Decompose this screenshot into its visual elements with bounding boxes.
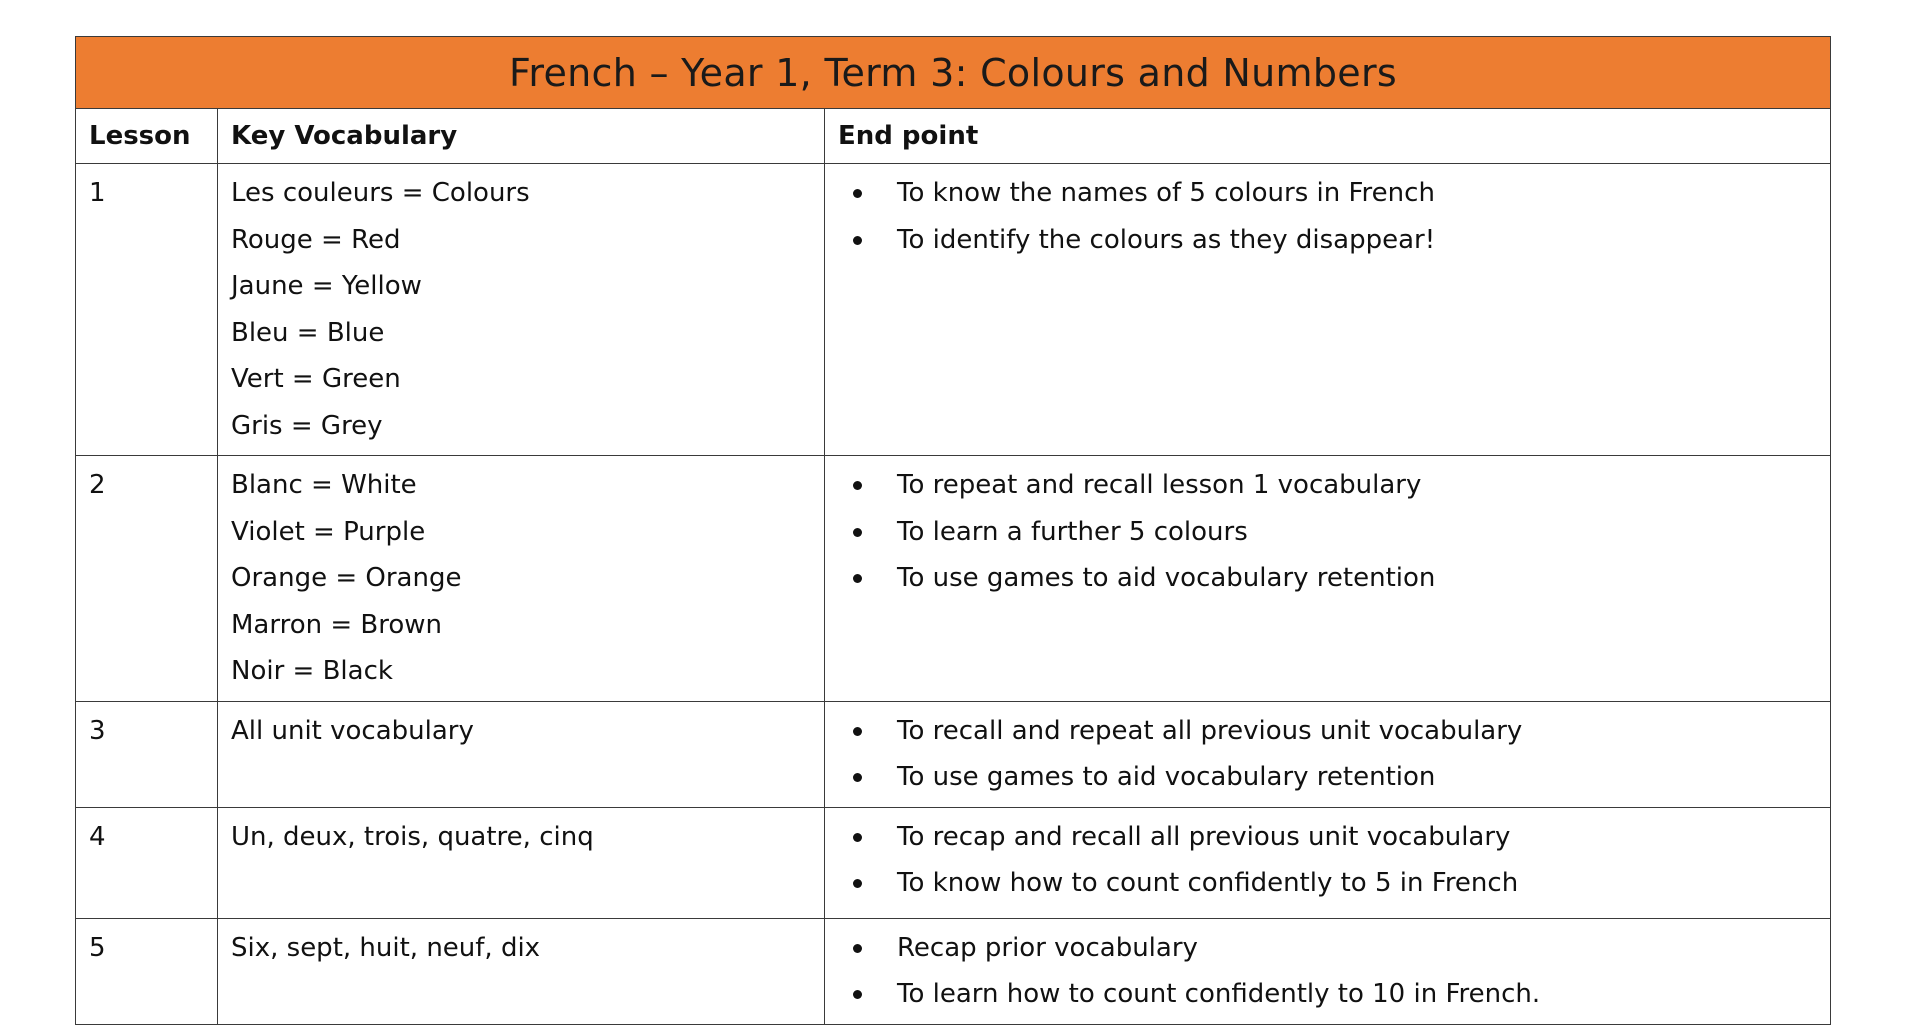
vocabulary-item: Six, sept, huit, neuf, dix [231,932,541,963]
vocabulary-cell [218,701,825,807]
lesson-number: 1 [76,164,218,456]
vocabulary-item: Noir = Black [231,656,393,686]
end-point-item [825,176,1830,223]
vocabulary-item: Jaune = Yellow [231,271,422,301]
end-point-item [825,561,1830,608]
end-point-item [825,468,1830,515]
bullet-icon [853,727,862,736]
table-row [76,807,1831,918]
vocabulary-cell [218,918,825,1024]
bullet-icon [853,189,862,198]
end-point-cell [825,701,1831,807]
end-point-item [825,820,1830,867]
bullet-icon [853,574,862,583]
vocabulary-cell [218,164,825,456]
end-point-text: Recap prior vocabulary [897,932,1198,963]
end-point-item [825,931,1830,978]
end-point-text: To use games to aid vocabulary retention [897,762,1436,792]
table-row [76,164,1831,456]
document-title: French – Year 1, Term 3: Colours and Numbers [76,37,1831,109]
table-row [76,701,1831,807]
bullet-icon [853,236,862,245]
end-point-cell [825,164,1831,456]
vocabulary-item: Orange = Orange [231,563,462,593]
lesson-number: 2 [76,456,218,702]
end-point-text: To know how to count confidently to 5 in French [897,868,1519,898]
lesson-number: 4 [76,807,218,918]
end-point-cell [825,918,1831,1024]
column-header-key-vocabulary: Key Vocabulary [218,109,825,164]
end-point-text: To use games to aid vocabulary retention [897,563,1436,593]
vocabulary-item: Marron = Brown [231,609,443,640]
bullet-icon [853,481,862,490]
end-point-cell [825,807,1831,918]
end-point-item [825,223,1830,270]
column-header-end-point: End point [825,109,1831,164]
end-point-text: To know the names of 5 colours in French [897,178,1435,208]
vocabulary-item: Blanc = White [231,470,417,500]
lesson-number: 5 [76,918,218,1024]
bullet-icon [853,944,862,953]
vocabulary-item: Gris = Grey [231,410,383,441]
bullet-icon [853,990,862,999]
vocabulary-item: Les couleurs = Colours [231,178,530,208]
end-point-text: To identify the colours as they disappear! [897,224,1436,255]
column-header-lesson: Lesson [76,109,218,164]
end-point-item [825,714,1830,761]
end-point-text: To learn how to count confidently to 10 in French. [897,979,1541,1009]
bullet-icon [853,773,862,782]
vocabulary-item: All unit vocabulary [231,715,474,746]
vocabulary-item: Un, deux, trois, quatre, cinq [231,821,594,852]
end-point-text: To learn a further 5 colours [897,516,1248,547]
bullet-icon [853,528,862,537]
lesson-number: 3 [76,701,218,807]
end-point-item [825,515,1830,562]
vocabulary-cell [218,807,825,918]
vocabulary-cell [218,456,825,702]
header-row [76,109,1831,164]
end-point-item [825,977,1830,1024]
lesson-plan-table [75,36,1831,1025]
end-point-cell [825,456,1831,702]
vocabulary-item: Bleu = Blue [231,317,385,348]
vocabulary-item: Vert = Green [231,364,401,394]
table-row [76,456,1831,702]
table-row [76,918,1831,1024]
vocabulary-item: Violet = Purple [231,516,426,547]
end-point-text: To repeat and recall lesson 1 vocabulary [897,470,1422,500]
vocabulary-item: Rouge = Red [231,224,401,255]
bullet-icon [853,833,862,842]
end-point-text: To recall and repeat all previous unit vocabulary [897,715,1523,746]
end-point-text: To recap and recall all previous unit vocabulary [897,821,1511,852]
end-point-item [825,760,1830,807]
end-point-item [825,866,1830,913]
bullet-icon [853,879,862,888]
